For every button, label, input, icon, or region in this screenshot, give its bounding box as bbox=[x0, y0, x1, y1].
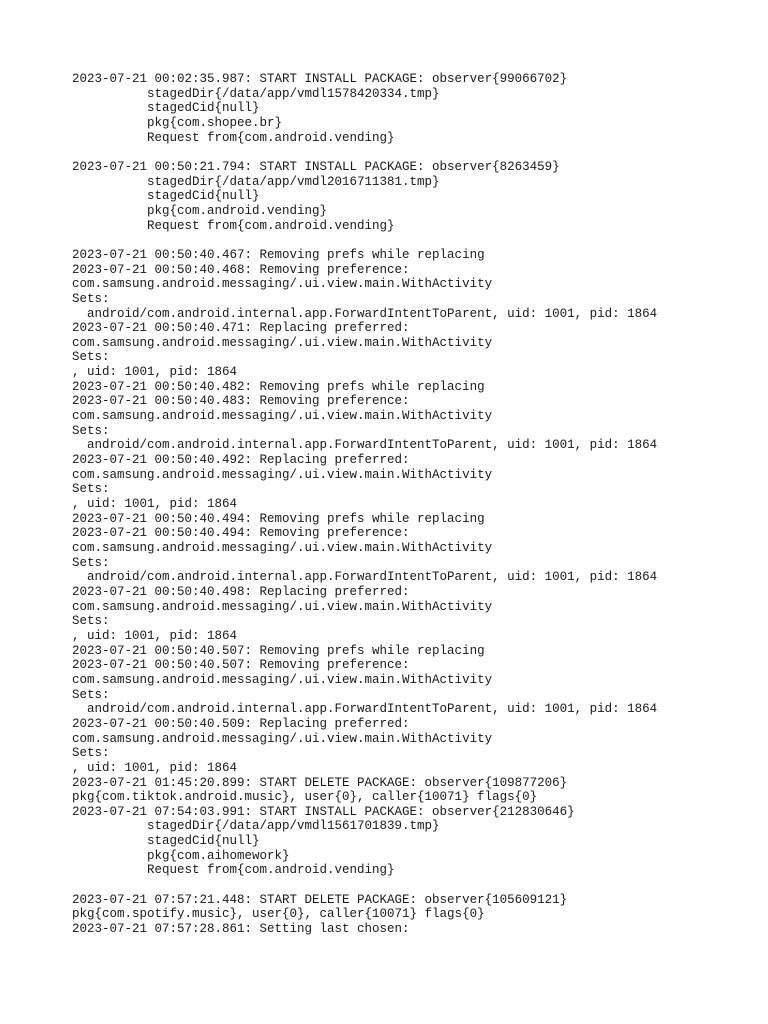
log-line: Sets: bbox=[72, 555, 110, 570]
log-line: Sets: bbox=[72, 614, 110, 629]
log-line: com.samsung.android.messaging/.ui.view.main.WithActivity bbox=[72, 731, 493, 746]
log-line: 2023-07-21 00:50:21.794: START INSTALL PACKAGE: observer{8263459} bbox=[72, 159, 560, 174]
log-line: Sets: bbox=[72, 423, 110, 438]
log-line: pkg{com.tiktok.android.music}, user{0}, caller{10071} flags{0} bbox=[72, 790, 538, 805]
log-line: Request from{com.android.vending} bbox=[72, 130, 395, 145]
log-line: 2023-07-21 00:50:40.498: Replacing preferred: bbox=[72, 584, 410, 599]
log-line: 2023-07-21 00:50:40.509: Replacing preferred: bbox=[72, 716, 410, 731]
log-line: pkg{com.aihomework} bbox=[72, 848, 290, 863]
log-line: 2023-07-21 00:50:40.507: Removing preference: bbox=[72, 658, 410, 673]
log-line: 2023-07-21 00:50:40.468: Removing preference: bbox=[72, 262, 410, 277]
log-line: 2023-07-21 00:50:40.507: Removing prefs while replacing bbox=[72, 643, 485, 658]
log-line: , uid: 1001, pid: 1864 bbox=[72, 628, 238, 643]
log-line: 2023-07-21 07:57:21.448: START DELETE PACKAGE: observer{105609121} bbox=[72, 892, 568, 907]
log-line: com.samsung.android.messaging/.ui.view.main.WithActivity bbox=[72, 277, 493, 292]
log-line: 2023-07-21 00:50:40.494: Removing preference: bbox=[72, 526, 410, 541]
log-text-block bbox=[72, 72, 657, 937]
log-line: com.samsung.android.messaging/.ui.view.main.WithActivity bbox=[72, 541, 493, 555]
log-line: Sets: bbox=[72, 350, 110, 365]
log-line: , uid: 1001, pid: 1864 bbox=[72, 497, 238, 512]
blank-line bbox=[72, 233, 657, 248]
log-line: pkg{com.shopee.br} bbox=[72, 115, 283, 130]
log-line: com.samsung.android.messaging/.ui.view.main.WithActivity bbox=[72, 672, 493, 687]
log-line: , uid: 1001, pid: 1864 bbox=[72, 365, 238, 380]
log-line: Request from{com.android.vending} bbox=[72, 863, 395, 878]
log-line: stagedDir{/data/app/vmdl1561701839.tmp} bbox=[72, 819, 440, 834]
log-line: Sets: bbox=[72, 687, 110, 702]
log-line: android/com.android.internal.app.ForwardIntentToParent, uid: 1001, pid: 1864 bbox=[72, 702, 658, 717]
log-line: 2023-07-21 07:57:28.861: Setting last chosen: bbox=[72, 922, 410, 937]
log-line: Sets: bbox=[72, 482, 110, 497]
log-line: , uid: 1001, pid: 1864 bbox=[72, 760, 238, 775]
log-line: pkg{com.spotify.music}, user{0}, caller{10071} flags{0} bbox=[72, 907, 485, 922]
log-line: stagedDir{/data/app/vmdl1578420334.tmp} bbox=[72, 86, 440, 101]
log-line: 2023-07-21 00:50:40.482: Removing prefs while replacing bbox=[72, 379, 485, 394]
log-line: com.samsung.android.messaging/.ui.view.main.WithActivity bbox=[72, 335, 493, 350]
log-line: Sets: bbox=[72, 746, 110, 761]
log-line: Request from{com.android.vending} bbox=[72, 218, 395, 233]
log-line: stagedCid{null} bbox=[72, 834, 260, 849]
log-line: Sets: bbox=[72, 291, 110, 306]
log-line: android/com.android.internal.app.ForwardIntentToParent, uid: 1001, pid: 1864 bbox=[72, 438, 658, 453]
log-line: com.samsung.android.messaging/.ui.view.main.WithActivity bbox=[72, 599, 493, 614]
log-line: com.samsung.android.messaging/.ui.view.main.WithActivity bbox=[72, 467, 493, 482]
log-line: 2023-07-21 07:54:03.991: START INSTALL PACKAGE: observer{212830646} bbox=[72, 804, 575, 819]
blank-line bbox=[72, 145, 657, 160]
log-line: 2023-07-21 00:02:35.987: START INSTALL PACKAGE: observer{99066702} bbox=[72, 72, 568, 86]
log-line: android/com.android.internal.app.ForwardIntentToParent, uid: 1001, pid: 1864 bbox=[72, 570, 658, 585]
log-line: com.samsung.android.messaging/.ui.view.main.WithActivity bbox=[72, 409, 493, 424]
log-line: 2023-07-21 01:45:20.899: START DELETE PACKAGE: observer{109877206} bbox=[72, 775, 568, 790]
log-line: 2023-07-21 00:50:40.494: Removing prefs while replacing bbox=[72, 511, 485, 526]
log-line: stagedCid{null} bbox=[72, 189, 260, 204]
log-line: stagedDir{/data/app/vmdl2016711381.tmp} bbox=[72, 174, 440, 189]
log-line: 2023-07-21 00:50:40.492: Replacing preferred: bbox=[72, 453, 410, 468]
log-line: 2023-07-21 00:50:40.483: Removing preference: bbox=[72, 394, 410, 409]
log-line: pkg{com.android.vending} bbox=[72, 203, 328, 218]
log-line: 2023-07-21 00:50:40.467: Removing prefs while replacing bbox=[72, 247, 485, 262]
log-line: 2023-07-21 00:50:40.471: Replacing preferred: bbox=[72, 321, 410, 336]
log-line: stagedCid{null} bbox=[72, 101, 260, 116]
blank-line bbox=[72, 878, 657, 893]
log-line: android/com.android.internal.app.ForwardIntentToParent, uid: 1001, pid: 1864 bbox=[72, 306, 658, 321]
